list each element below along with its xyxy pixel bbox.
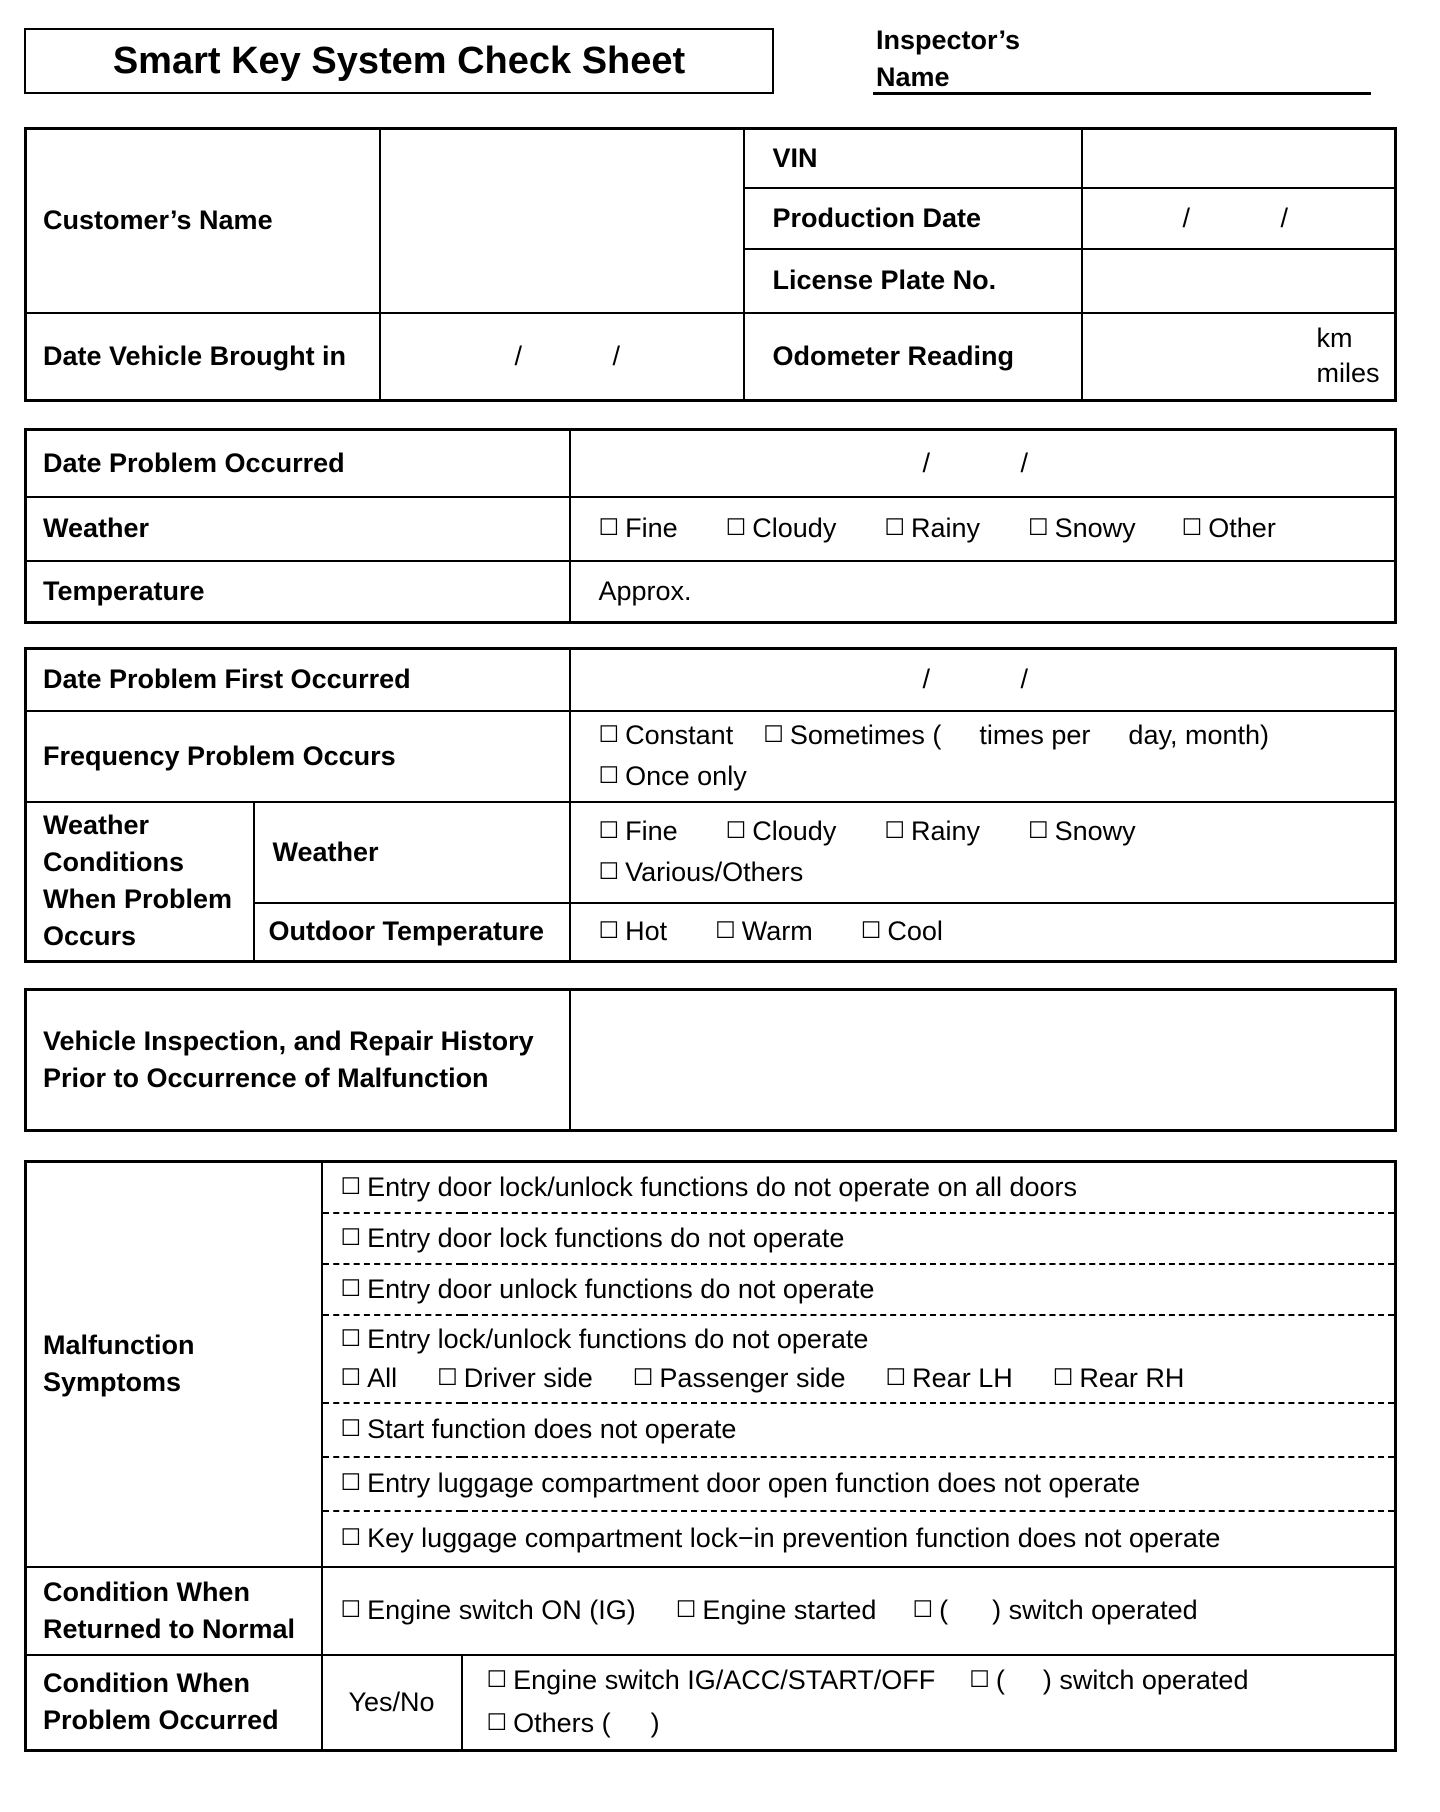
date-sep: / [922,664,931,695]
history-table [24,647,1397,963]
sub-weather-option-fine[interactable]: ☐ Fine [599,811,678,852]
repair-history-label [26,990,570,1131]
sub-weather-option-rainy[interactable]: ☐ Rainy [884,811,980,852]
repair-history-field[interactable] [570,990,1396,1131]
normal-option-switch-suffix: ) switch operated [992,1595,1198,1625]
sub-weather-option-various[interactable]: ☐ Various/Others [599,857,804,887]
weather-option-other[interactable]: ☐ Other [1182,513,1276,544]
freq-sometimes-option[interactable]: ☐ Sometimes ( [763,720,941,750]
returned-normal-label-line: Condition When [43,1576,250,1607]
sub-weather-label: Weather [254,802,570,903]
production-date-field[interactable] [1082,188,1396,249]
page-title: Smart Key System Check Sheet [112,40,686,82]
vin-label: VIN [744,129,1082,188]
normal-option-engine-started[interactable]: ☐ Engine started [676,1595,877,1625]
vin-field[interactable] [1082,129,1396,188]
date-problem-occurred-label: Date Problem Occurred [26,430,570,497]
returned-normal-label-line: Returned to Normal [43,1613,296,1644]
date-sep: / [1020,664,1029,695]
door-option-rear-rh[interactable]: ☐ Rear RH [1053,1363,1185,1393]
date-sep: / [1182,202,1191,233]
weather-label: Weather [26,497,570,561]
occurred-option-switch[interactable]: ☐ ( [969,1665,1005,1695]
weather-conditions-label-line: Conditions [43,847,184,878]
problem-occurred-label-line: Condition When [43,1668,250,1699]
freq-once-option[interactable]: ☐ Once only [599,761,747,791]
occurred-option-switch-suffix: ) switch operated [1042,1665,1249,1696]
problem-occurred-label-line: Problem Occurred [43,1705,279,1736]
malfunction-symptoms-label [26,1162,322,1567]
door-option-all[interactable]: ☐ All [341,1363,398,1393]
repair-history-label-line: Vehicle Inspection, and Repair History [43,1026,534,1056]
symptom-luggage-lockin[interactable]: ☐ Key luggage compartment lock−in prevention function does not operate [341,1523,1221,1553]
odometer-unit-miles: miles [1316,358,1380,389]
door-option-driver[interactable]: ☐ Driver side [437,1363,593,1393]
inspector-label-line2: Name [876,62,950,92]
symptom-row [322,1162,1396,1213]
symptom-row [322,1403,1396,1457]
door-option-rear-lh[interactable]: ☐ Rear LH [886,1363,1013,1393]
malfunction-table [24,1160,1397,1752]
weather-conditions-label-line: When Problem [43,884,233,915]
freq-constant-option[interactable]: ☐ Constant [599,720,734,750]
problem-occurred-options [462,1655,1396,1751]
symptom-unlock[interactable]: ☐ Entry door unlock functions do not operate [341,1274,875,1304]
symptom-row [322,1315,1396,1403]
symptom-row [322,1511,1396,1567]
malfunction-label-line: Malfunction [43,1330,195,1361]
license-plate-field[interactable] [1082,249,1396,313]
returned-normal-label [26,1567,322,1655]
weather-conditions-label-line: Weather [43,810,150,841]
date-first-occurred-label: Date Problem First Occurred [26,649,570,711]
yes-no-field[interactable]: Yes/No [322,1655,462,1751]
symptom-luggage-open[interactable]: ☐ Entry luggage compartment door open function does not operate [341,1468,1141,1498]
odometer-unit-km: km [1316,323,1353,354]
date-brought-in-field[interactable] [380,313,744,401]
occurred-option-others[interactable]: ☐ Others ( [487,1708,611,1738]
customer-name-label: Customer’s Name [26,129,380,313]
symptom-row [322,1457,1396,1511]
date-brought-in-label: Date Vehicle Brought in [26,313,380,401]
title-box [24,28,774,94]
repair-history-table [24,988,1397,1132]
date-sep: / [922,447,931,478]
inspector-name-field[interactable] [873,92,1371,95]
weather-option-snowy[interactable]: ☐ Snowy [1028,513,1136,544]
weather-option-fine[interactable]: ☐ Fine [599,513,678,544]
occurred-option-engine-switch[interactable]: ☐ Engine switch IG/ACC/START/OFF [487,1665,936,1695]
normal-option-switch[interactable]: ☐ ( [912,1595,948,1625]
symptom-start[interactable]: ☐ Start function does not operate [341,1414,737,1444]
problem-occurred-label [26,1655,322,1751]
date-sep: / [514,340,523,371]
sub-weather-option-cloudy[interactable]: ☐ Cloudy [726,811,837,852]
outdoor-temp-option-warm[interactable]: ☐ Warm [715,916,813,947]
returned-normal-options [322,1567,1396,1655]
repair-history-label-line: Prior to Occurrence of Malfunction [43,1063,489,1093]
weather-conditions-label [26,802,254,962]
symptom-row [322,1264,1396,1315]
weather-conditions-label-line: Occurs [43,921,137,952]
frequency-options [570,711,1396,802]
occurred-option-others-suffix: ) [650,1708,660,1739]
freq-times-per: times per [979,720,1091,750]
date-sep: / [1020,447,1029,478]
outdoor-temp-options [570,903,1396,962]
weather-options [570,497,1396,561]
vehicle-info-table [24,127,1397,402]
symptom-all-doors[interactable]: ☐ Entry door lock/unlock functions do not operate on all doors [341,1172,1078,1202]
date-sep: / [1280,202,1289,233]
outdoor-temp-option-hot[interactable]: ☐ Hot [599,916,668,947]
sub-weather-option-snowy[interactable]: ☐ Snowy [1028,811,1136,852]
license-plate-label: License Plate No. [744,249,1082,313]
malfunction-label-line: Symptoms [43,1367,182,1398]
date-problem-occurred-field[interactable] [570,430,1396,497]
freq-day-month: day, month) [1128,720,1269,750]
outdoor-temp-label: Outdoor Temperature [254,903,570,962]
weather-option-rainy[interactable]: ☐ Rainy [884,513,980,544]
date-first-occurred-field[interactable] [570,649,1396,711]
frequency-label: Frequency Problem Occurs [26,711,570,802]
problem-table [24,428,1397,624]
inspector-label [876,22,1020,96]
weather-option-cloudy[interactable]: ☐ Cloudy [726,513,837,544]
date-sep: / [612,340,621,371]
temperature-label: Temperature [26,561,570,623]
temperature-field[interactable]: Approx. [570,561,1396,623]
inspector-label-line1: Inspector’s [876,25,1021,55]
odometer-label: Odometer Reading [744,313,1082,401]
symptom-lock[interactable]: ☐ Entry door lock functions do not operate [341,1223,845,1253]
sub-weather-options [570,802,1396,903]
customer-name-field[interactable] [380,129,744,313]
odometer-field[interactable] [1082,313,1396,401]
symptom-entry-lock-unlock[interactable]: ☐ Entry lock/unlock functions do not operate [341,1324,869,1354]
normal-option-engine-on[interactable]: ☐ Engine switch ON (IG) [341,1595,636,1625]
outdoor-temp-option-cool[interactable]: ☐ Cool [861,916,943,947]
production-date-label: Production Date [744,188,1082,249]
symptom-row [322,1213,1396,1264]
door-option-passenger[interactable]: ☐ Passenger side [633,1363,846,1393]
